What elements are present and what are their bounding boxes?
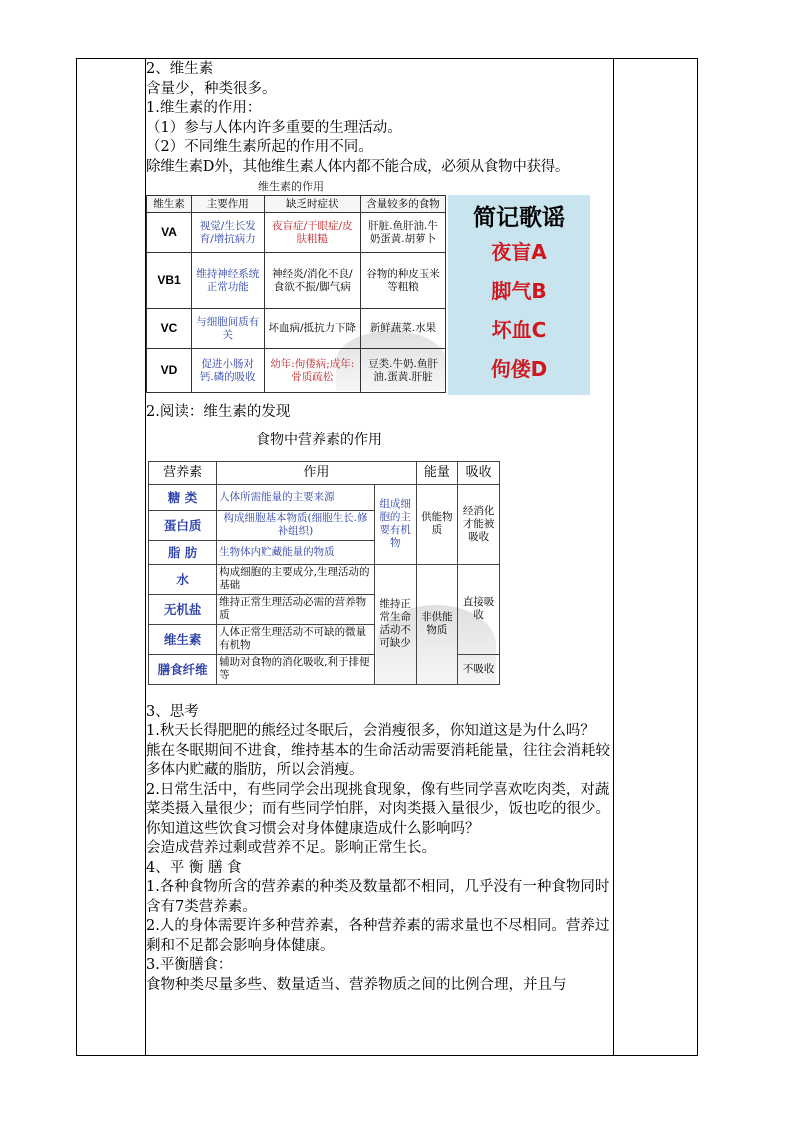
fiber-absorb: 不吸收 xyxy=(458,654,500,684)
vitamin-food: 谷物的种皮玉米等粗粮 xyxy=(360,253,445,309)
section4-p1: 1.各种食物所含的营养素的种类及数量都不相同，几乎没有一种食物同时含有7类营养素。 xyxy=(146,879,610,915)
header-cell: 维生素 xyxy=(147,196,192,213)
section2-line3: （1）参与人体内许多重要的生理活动。 xyxy=(146,119,402,136)
section4-heading: 4、平 衡 膳 食 xyxy=(146,859,242,876)
section2-line4: （2）不同维生素所起的作用不同。 xyxy=(146,139,373,155)
vitamin-effect: 与细胞间质有关 xyxy=(192,309,265,349)
nutrient-title: 食物中营养素的作用 xyxy=(256,431,382,448)
header-cell: 主要作用 xyxy=(192,196,265,213)
section3-a1: 熊在冬眠期间不进食，维持基本的生命活动需要消耗能量，往往会消耗较多体内贮藏的脂肪，所以会消瘦。 xyxy=(146,742,610,778)
vitamin-caption: 维生素的作用 xyxy=(258,180,324,193)
table-row xyxy=(147,213,446,253)
vitamin-header-row xyxy=(147,196,446,213)
vitamin-symptom: 神经炎/消化不良/食欲不振/脚气病 xyxy=(264,253,360,309)
section3-heading: 3、思考 xyxy=(146,703,199,720)
vitamin-food: 新鲜蔬菜.水果 xyxy=(360,309,445,349)
nutrient-figure xyxy=(146,425,502,703)
nutrient-function: 构成细胞的主要成分,生理活动的基础 xyxy=(217,564,375,594)
header-cell: 营养素 xyxy=(149,461,217,484)
section3-q1: 1.秋天长得肥肥的熊经过冬眠后，会消瘦很多，你知道这是为什么吗？ xyxy=(146,723,595,739)
header-cell: 含量较多的食物 xyxy=(360,196,445,213)
section3-q2: 2.日常生活中，有些同学会出现挑食现象，像有些同学喜欢吃肉类，对蔬菜类摄入量很少；而有些同学怕胖，对肉类摄入量很少，饭也吃的很少。你知道这些饮食习惯会对身体健康造成什么影响吗？ xyxy=(146,781,610,837)
vitamin-food: 肝脏.鱼肝油.牛奶蛋黄.胡萝卜 xyxy=(360,213,445,253)
section2-line1: 含量少，种类很多。 xyxy=(146,80,277,97)
vitamin-symptom: 夜盲症/干眼症/皮肤粗糙 xyxy=(264,213,360,253)
vitamin-figure xyxy=(146,181,590,403)
header-cell: 吸收 xyxy=(458,461,500,484)
group1-absorb: 经消化才能被吸收 xyxy=(458,484,500,564)
vitamin-name: VA xyxy=(147,213,192,253)
reading-line: 2.阅读：维生素的发现 xyxy=(146,404,291,420)
song-line: 坏血C xyxy=(491,318,547,342)
table-row xyxy=(149,484,500,510)
nutrient-name: 脂 肪 xyxy=(149,540,217,564)
nutrient-name: 膳食纤维 xyxy=(149,654,217,684)
section4-p3: 3.平衡膳食： xyxy=(146,957,233,973)
song-title: 简记歌谣 xyxy=(473,205,565,231)
vitamin-food: 豆类.牛奶.鱼肝油.蛋黄.肝脏 xyxy=(360,349,445,393)
table-row xyxy=(147,253,446,309)
vitamin-effect: 视觉/生长发育/增抗病力 xyxy=(192,213,265,253)
nutrient-function: 人体所需能量的主要来源 xyxy=(217,484,375,510)
section3-a2: 会造成营养过剩或营养不足。影响正常生长。 xyxy=(146,840,436,856)
song-line: 脚气B xyxy=(491,279,547,303)
nutrient-name: 水 xyxy=(149,564,217,594)
table-row xyxy=(147,349,446,393)
vitamin-effect: 维持神经系统正常功能 xyxy=(192,253,265,309)
nutrient-name: 糖 类 xyxy=(149,484,217,510)
section2-line2: 1.维生素的作用： xyxy=(146,100,262,116)
group1-energy: 供能物质 xyxy=(416,484,458,564)
header-cell: 能量 xyxy=(416,461,458,484)
main-content xyxy=(146,60,612,995)
song-line: 佝偻D xyxy=(490,357,548,381)
group1-role: 组成细胞的主要有机物 xyxy=(374,484,416,564)
nutrient-header-row xyxy=(149,461,500,484)
group2-absorb: 直接吸收 xyxy=(458,564,500,654)
vitamin-effect: 促进小肠对钙.磷的吸收 xyxy=(192,349,265,393)
nutrient-function: 人体正常生理活动不可缺的微量有机物 xyxy=(217,624,375,654)
nutrient-function: 生物体内贮藏能量的物质 xyxy=(217,540,375,564)
song-line: 夜盲A xyxy=(491,240,547,264)
group2-role: 维持正常生命活动不可缺少 xyxy=(374,564,416,684)
table-row xyxy=(147,309,446,349)
section4-p2: 2.人的身体需要许多种营养素，各种营养素的需求量也不尽相同。营养过剩和不足都会影响身体健康。 xyxy=(146,918,610,954)
vitamin-table xyxy=(146,195,446,393)
nutrient-name: 蛋白质 xyxy=(149,510,217,540)
header-cell: 作用 xyxy=(217,461,416,484)
vitamin-symptom: 坏血病/抵抗力下降 xyxy=(264,309,360,349)
section2-heading: 2、维生素 xyxy=(146,61,214,77)
vitamin-name: VB1 xyxy=(147,253,192,309)
vitamin-symptom: 幼年:佝偻病;成年:骨质疏松 xyxy=(264,349,360,393)
nutrient-function: 维持正常生理活动必需的营养物质 xyxy=(217,594,375,624)
group2-energy: 非供能物质 xyxy=(416,564,458,684)
section2-line5: 除维生素D外，其他维生素人体内都不能合成，必须从食物中获得。 xyxy=(146,158,570,175)
nutrient-name: 无机盐 xyxy=(149,594,217,624)
nutrient-function: 构成细胞基本物质(细胞生长.修补组织) xyxy=(217,510,375,540)
nutrient-name: 维生素 xyxy=(149,624,217,654)
nutrient-function: 辅助对食物的消化吸收,利于排便等 xyxy=(217,654,375,684)
nutrient-table xyxy=(148,461,500,685)
section4-p4: 食物种类尽量多些、数量适当、营养物质之间的比例合理，并且与 xyxy=(146,976,567,993)
vitamin-name: VD xyxy=(147,349,192,393)
column-divider-right xyxy=(613,59,614,1055)
header-cell: 缺乏时症状 xyxy=(264,196,360,213)
vitamin-name: VC xyxy=(147,309,192,349)
mnemonic-song-box xyxy=(448,195,590,395)
table-row xyxy=(149,564,500,594)
